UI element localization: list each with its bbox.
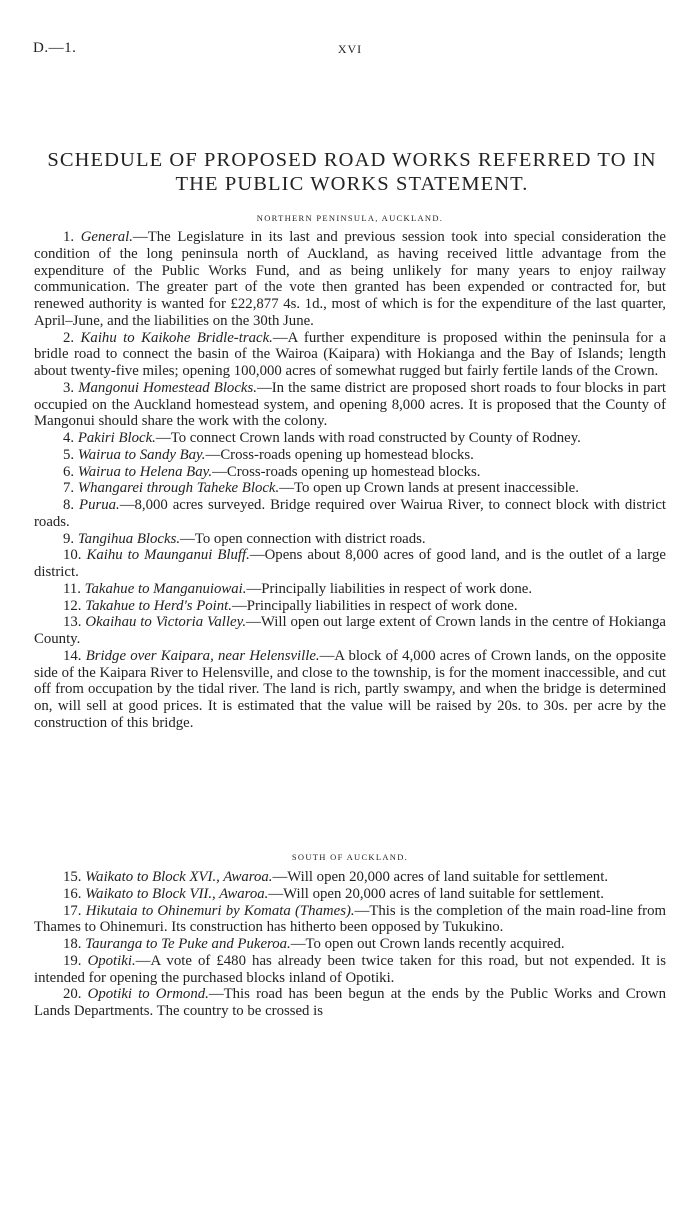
item-number: 12. bbox=[63, 597, 82, 614]
item-road-name: Mangonui Homestead Blocks. bbox=[78, 379, 257, 396]
item-number: 18. bbox=[63, 936, 82, 952]
item-description: —To open connection with district roads. bbox=[180, 530, 426, 547]
item-number: 9. bbox=[63, 530, 75, 547]
item-road-name: Pakiri Block. bbox=[77, 430, 156, 446]
item-number: 20. bbox=[63, 986, 82, 1003]
section-heading-northern-peninsula: NORTHERN PENINSULA, AUCKLAND. bbox=[256, 213, 444, 223]
schedule-item bbox=[34, 936, 666, 953]
schedule-item bbox=[34, 480, 666, 497]
schedule-item bbox=[34, 614, 666, 648]
item-road-name: Okaihau to Victoria Valley. bbox=[85, 614, 247, 631]
item-road-name: Bridge over Kaipara, near Helensville. bbox=[85, 647, 320, 664]
item-road-name: Opotiki to Ormond. bbox=[87, 986, 209, 1003]
schedule-item bbox=[34, 380, 666, 430]
item-number: 11. bbox=[63, 580, 81, 597]
item-road-name: Waikato to Block VII., Awaroa. bbox=[85, 885, 269, 902]
schedule-item bbox=[34, 330, 666, 380]
item-road-name: Purua. bbox=[79, 497, 120, 513]
item-number: 5. bbox=[63, 446, 75, 463]
item-description: —Opens about 8,000 acres of good land, and is the outlet of a large district. bbox=[34, 547, 666, 580]
item-number: 19. bbox=[63, 952, 82, 969]
schedule-item bbox=[34, 598, 666, 615]
item-description: —Cross-roads opening up homestead blocks. bbox=[212, 463, 481, 480]
item-description: —8,000 acres surveyed. Bridge required over Wairua River, to connect block with district roads. bbox=[34, 497, 666, 530]
schedule-item bbox=[34, 953, 666, 987]
section-heading-south-of-auckland: SOUTH OF AUCKLAND. bbox=[291, 852, 409, 862]
schedule-item bbox=[34, 547, 666, 581]
item-number: 13. bbox=[63, 614, 82, 631]
item-description: —To open out Crown lands recently acquired. bbox=[290, 936, 565, 952]
item-description: —Cross-roads opening up homestead blocks. bbox=[205, 446, 474, 463]
schedule-item bbox=[34, 229, 666, 330]
item-description: —A block of 4,000 acres of Crown lands, on the opposite side of the Kaipara River to Helensville, and close to the township, is for the moment inaccessible, and cut off from occupation by the tidal river. The land is rich, partly swampy, and when the bridge is determined on, will sell at good prices. It is estimated that the value will be raised by 20s. to 30s. per acre by the construction of this bridge. bbox=[34, 647, 666, 731]
item-description: —Principally liabilities in respect of work done. bbox=[246, 580, 533, 597]
item-road-name: Tauranga to Te Puke and Pukeroa. bbox=[85, 936, 291, 952]
schedule-item bbox=[34, 986, 666, 1020]
schedule-item bbox=[34, 464, 666, 481]
schedule-item bbox=[34, 430, 666, 447]
item-number: 3. bbox=[63, 379, 75, 396]
item-road-name: Opotiki. bbox=[87, 952, 136, 969]
schedule-item bbox=[34, 531, 666, 548]
item-road-name: Tangihua Blocks. bbox=[77, 530, 181, 547]
schedule-item bbox=[34, 903, 666, 937]
item-road-name: General. bbox=[80, 229, 133, 245]
item-number: 4. bbox=[63, 430, 75, 446]
item-number: 14. bbox=[63, 647, 82, 664]
page-number: XVI bbox=[337, 42, 363, 56]
item-description: —A vote of £480 has already been twice taken for this road, but not expended. It is intended for opening the purchased blocks inland of Opotiki. bbox=[34, 952, 666, 986]
item-road-name: Waikato to Block XVI., Awaroa. bbox=[85, 869, 273, 885]
item-road-name: Whangarei through Taheke Block. bbox=[77, 480, 280, 497]
item-road-name: Takahue to Herd's Point. bbox=[85, 597, 232, 614]
item-description: —In the same district are proposed short roads to four blocks in part occupied on the Auckland homestead system, and opening 8,000 acres. It is proposed that the County of Mangonui should share the work with the colony. bbox=[34, 379, 666, 430]
item-number: 7. bbox=[63, 480, 75, 497]
section-body-northern-peninsula bbox=[34, 229, 666, 732]
schedule-item bbox=[34, 886, 666, 903]
section-body-south-of-auckland bbox=[34, 869, 666, 1020]
item-description: —To open up Crown lands at present inaccessible. bbox=[279, 480, 579, 497]
item-description: —This road has been begun at the ends by the Public Works and Crown Lands Departments. The country to be crossed is bbox=[34, 986, 666, 1019]
item-description: —Principally liabilities in respect of work done. bbox=[231, 597, 518, 614]
schedule-item bbox=[34, 497, 666, 531]
item-description: —The Legislature in its last and previous session took into special consideration the condition of the long peninsula north of Auckland, as having received little advantage from the expenditure of the Public Works Fund, and as being unlikely for many years to enjoy railway communication. The greater part of the vote then granted has been expended or contracted for, but renewed authority is wanted for £22,877 4s. 1d., most of which is for the expenditure of the last quarter, April–June, and the liabilities on the 30th June. bbox=[34, 229, 666, 329]
item-description: —Will open out large extent of Crown lands in the centre of Hokianga County. bbox=[34, 614, 666, 647]
item-description: —This is the completion of the main road-line from Thames to Ohinemuri. Its construction has hitherto been opposed by Tukukino. bbox=[34, 902, 667, 936]
item-number: 2. bbox=[63, 329, 75, 346]
item-number: 17. bbox=[63, 902, 82, 919]
item-number: 1. bbox=[63, 229, 75, 245]
item-road-name: Wairua to Sandy Bay. bbox=[77, 446, 206, 463]
item-number: 6. bbox=[63, 463, 75, 480]
schedule-item bbox=[34, 869, 666, 886]
item-description: —Will open 20,000 acres of land suitable for settlement. bbox=[268, 885, 604, 902]
schedule-item bbox=[34, 447, 666, 464]
item-road-name: Hikutaia to Ohinemuri by Komata (Thames). bbox=[85, 902, 355, 919]
item-number: 16. bbox=[63, 885, 82, 902]
item-road-name: Kaihu to Kaikohe Bridle-track. bbox=[80, 329, 273, 346]
page-title: SCHEDULE OF PROPOSED ROAD WORKS REFERRED TO IN THE PUBLIC WORKS STATEMENT. bbox=[47, 149, 657, 195]
item-number: 10. bbox=[63, 547, 82, 564]
item-description: —Will open 20,000 acres of land suitable for settlement. bbox=[272, 869, 609, 885]
item-description: —A further expenditure is proposed within the peninsula for a bridle road to connect the basin of the Wairoa (Kaipara) with Hokianga and the Bay of Islands; length about twenty-five miles; opening 100,000 acres of somewhat rugged but fairly fertile lands of the Crown. bbox=[34, 329, 666, 379]
item-road-name: Takahue to Manganuiowai. bbox=[84, 580, 247, 597]
item-description: —To connect Crown lands with road constructed by County of Rodney. bbox=[155, 430, 581, 446]
schedule-item bbox=[34, 648, 666, 732]
document-reference: D.—1. bbox=[33, 40, 77, 56]
schedule-item bbox=[34, 581, 666, 598]
item-road-name: Kaihu to Maunganui Bluff. bbox=[86, 547, 250, 564]
item-road-name: Wairua to Helena Bay. bbox=[77, 463, 213, 480]
item-number: 8. bbox=[63, 497, 75, 513]
item-number: 15. bbox=[63, 869, 82, 885]
